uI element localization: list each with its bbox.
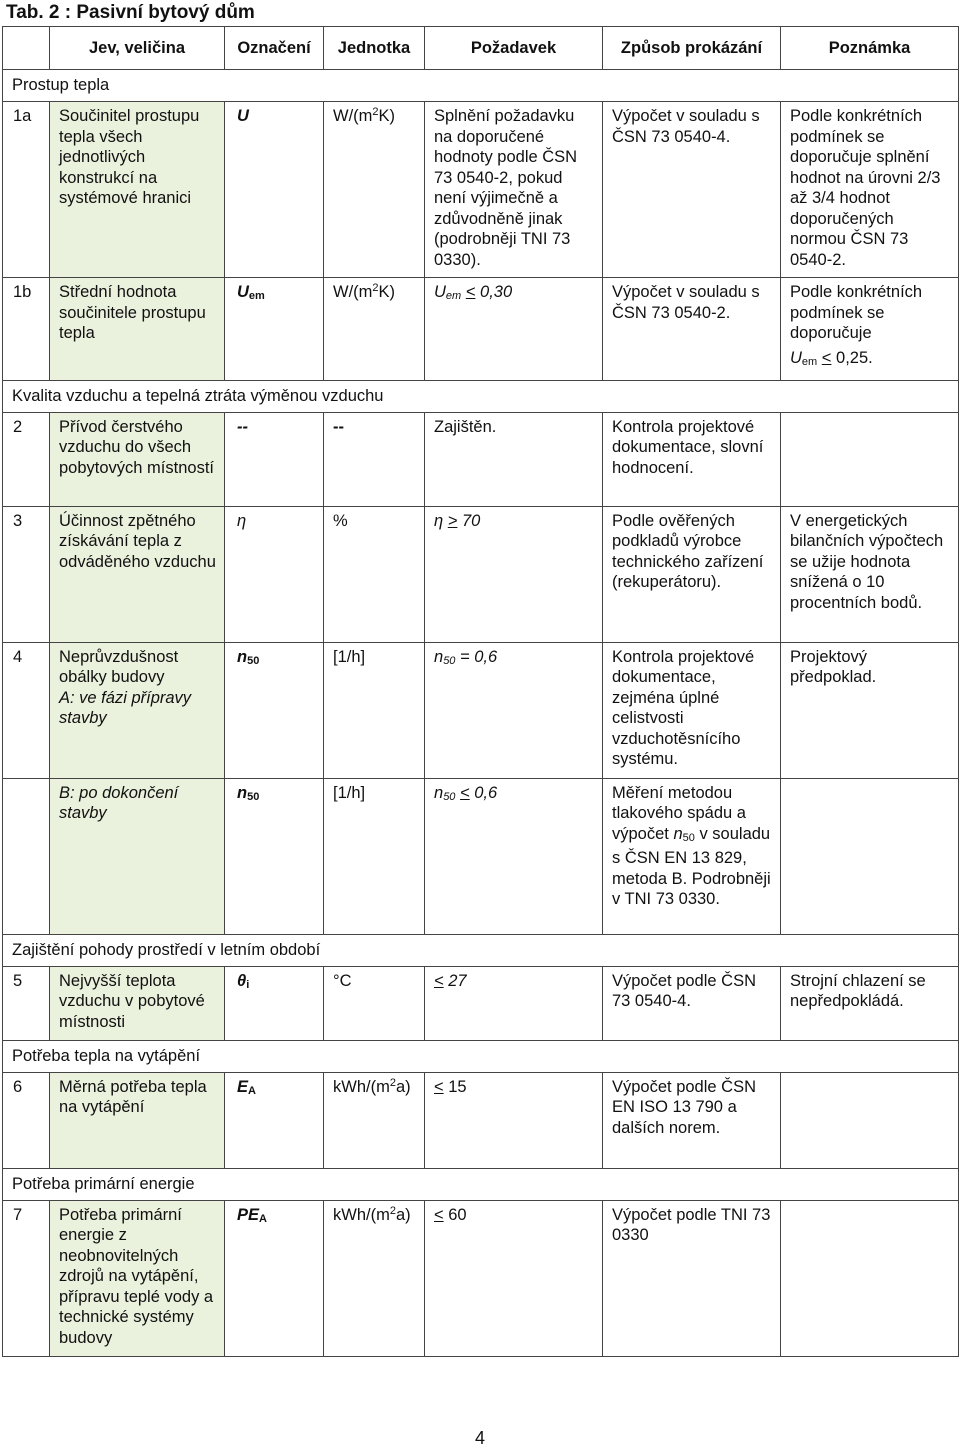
section-heat-transfer: Prostup tepla [3,70,959,102]
unit-cell: [1/h] [324,642,425,778]
header-empty [3,27,50,70]
requirement-cell: < 27 [425,966,603,1040]
note-cell [781,1072,959,1168]
requirement-cell: < 60 [425,1200,603,1356]
symbol-cell: $U_{em}$ [225,278,324,381]
param-cell: Nejvyšší teplota vzduchu v pobytové místnosti [50,966,225,1040]
page-number: 4 [474,1428,485,1448]
table-row [3,1200,959,1356]
method-cell: Podle ověřených podkladů výrobce technického zařízení (rekuperátoru). [603,506,781,642]
symbol-cell: -- [225,412,324,506]
row-number: 7 [3,1200,50,1356]
method-cell: Výpočet podle ČSN 73 0540-4. [603,966,781,1040]
param-cell: Neprůvzdušnost obálky budovy A: ve fázi přípravy stavby [50,642,225,778]
note-cell [781,1200,959,1356]
header-requirement: Požadavek [425,27,603,70]
table-caption: Tab. 2 : Pasivní bytový dům [6,2,255,23]
section-row [3,70,959,102]
method-cell: Měření metodou tlakového spádu a výpočet n50 v souladu s ČSN EN 13 829, metoda B. Podrobněji v TNI 73 0330. [603,778,781,934]
note-cell: Podle konkrétních podmínek se doporučuje splnění hodnot na úrovni 2/3 až 3/4 hodnot doporučených normou ČSN 73 0540-2. [781,102,959,278]
table-row [3,278,959,381]
section-primary-energy: Potřeba primární energie [3,1168,959,1200]
passive-house-requirements-table [2,26,959,1357]
symbol-cell: $E_A$ [225,1072,324,1168]
section-row [3,934,959,966]
requirement-cell: Splnění požadavku na doporučené hodnoty podle ČSN 73 0540-2, pokud není výjimečně a zdůvodněně jinak (podrobněji TNI 73 0330). [425,102,603,278]
section-summer-comfort: Zajištění pohody prostředí v letním období [3,934,959,966]
table-row [3,966,959,1040]
row-number: 5 [3,966,50,1040]
unit-cell: % [324,506,425,642]
row-number [3,778,50,934]
table-row [3,412,959,506]
param-cell: Přívod čerstvého vzduchu do všech pobytových místností [50,412,225,506]
unit-cell: [1/h] [324,778,425,934]
symbol-cell: $n_{50}$ [225,642,324,778]
header-param: Jev, veličina [50,27,225,70]
note-cell [781,778,959,934]
row-number: 1a [3,102,50,278]
method-cell: Výpočet v souladu s ČSN 73 0540-4. [603,102,781,278]
param-cell: Součinitel prostupu tepla všech jednotlivých konstrukcí na systémové hranici [50,102,225,278]
note-cell: V energetických bilančních výpočtech se užije hodnota snížená o 10 procentních bodů. [781,506,959,642]
param-cell: Potřeba primární energie z neobnovitelných zdrojů na vytápění, přípravu teplé vody a technické systémy budovy [50,1200,225,1356]
unit-cell: kWh/$(m^2a)$ [324,1200,425,1356]
section-row [3,380,959,412]
table-row [3,642,959,778]
table-row [3,778,959,934]
symbol-cell: η [225,506,324,642]
note-cell: Projektový předpoklad. [781,642,959,778]
section-air-quality: Kvalita vzduchu a tepelná ztráta výměnou vzduchu [3,380,959,412]
symbol-cell: $PE_A$ [225,1200,324,1356]
method-cell: Výpočet podle ČSN EN ISO 13 790 a dalších norem. [603,1072,781,1168]
row-number: 4 [3,642,50,778]
param-cell: B: po dokončení stavby [50,778,225,934]
section-row [3,1040,959,1072]
section-row [3,1168,959,1200]
method-cell: Výpočet podle TNI 73 0330 [603,1200,781,1356]
unit-cell: $W/(m^2K)$ [324,102,425,278]
symbol-cell: $\theta_i$ [225,966,324,1040]
note-cell: Strojní chlazení se nepředpokládá. [781,966,959,1040]
note-cell [781,412,959,506]
table-row [3,506,959,642]
method-cell: Výpočet v souladu s ČSN 73 0540-2. [603,278,781,381]
method-cell: Kontrola projektové dokumentace, slovní hodnocení. [603,412,781,506]
header-note: Poznámka [781,27,959,70]
header-unit: Jednotka [324,27,425,70]
table-row [3,102,959,278]
header-row [3,27,959,70]
unit-cell: -- [324,412,425,506]
param-cell: Měrná potřeba tepla na vytápění [50,1072,225,1168]
requirement-cell: n50 < 0,6 [425,778,603,934]
unit-cell: °C [324,966,425,1040]
section-heating-demand: Potřeba tepla na vytápění [3,1040,959,1072]
row-number: 2 [3,412,50,506]
table-row [3,1072,959,1168]
requirement-cell: < 15 [425,1072,603,1168]
unit-cell: kWh/$(m^2a)$ [324,1072,425,1168]
header-method: Způsob prokázání [603,27,781,70]
requirement-cell: Zajištěn. [425,412,603,506]
row-number: 3 [3,506,50,642]
requirement-cell: n50 = 0,6 [425,642,603,778]
row-number: 1b [3,278,50,381]
method-cell: Kontrola projektové dokumentace, zejména úplné celistvosti vzduchotěsnícího systému. [603,642,781,778]
row-number: 6 [3,1072,50,1168]
param-cell: Účinnost zpětného získávání tepla z odváděného vzduchu [50,506,225,642]
requirement-cell: Uem < 0,30 [425,278,603,381]
symbol-cell: U [225,102,324,278]
requirement-cell: η > 70 [425,506,603,642]
note-cell: Podle konkrétních podmínek se doporučuje Uem < 0,25. [781,278,959,381]
symbol-cell: $n_{50}$ [225,778,324,934]
param-cell: Střední hodnota součinitele prostupu tepla [50,278,225,381]
header-symbol: Označení [225,27,324,70]
unit-cell: $W/(m^2K)$ [324,278,425,381]
